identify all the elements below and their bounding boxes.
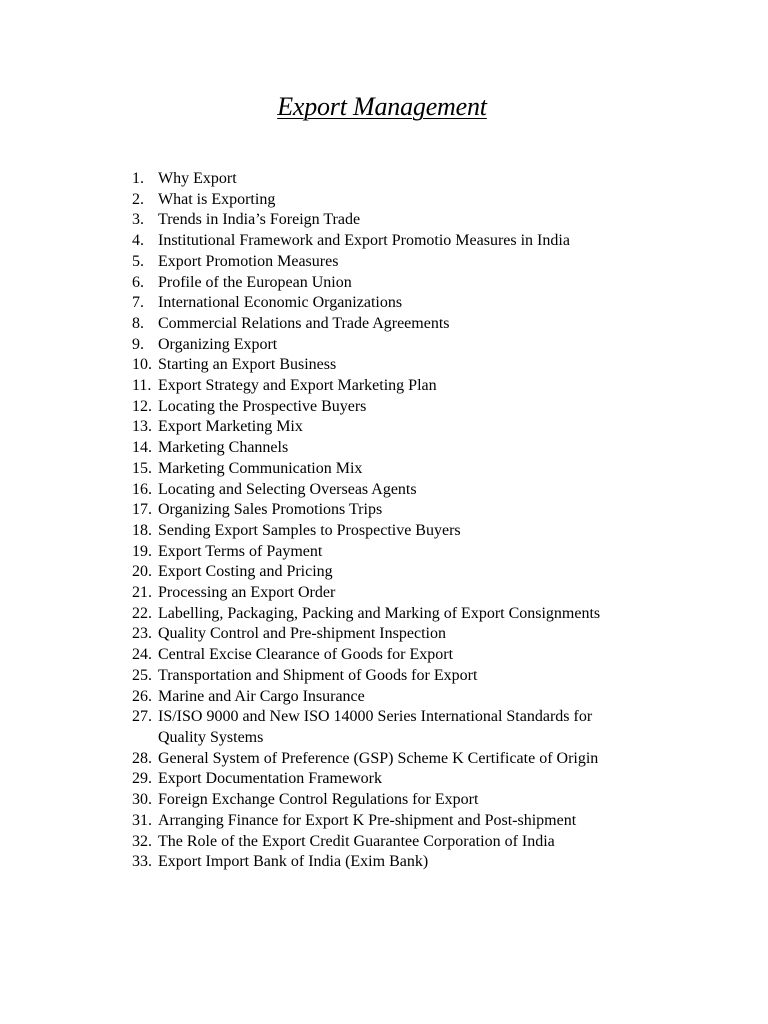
list-item	[132, 210, 732, 231]
item-text: Export Import Bank of India (Exim Bank)	[158, 853, 429, 871]
list-item	[132, 231, 732, 252]
item-text: Commercial Relations and Trade Agreements	[158, 314, 450, 332]
list-item	[132, 852, 732, 873]
item-number: 29.	[132, 770, 152, 788]
item-text: Export Documentation Framework	[158, 770, 382, 788]
item-text: Processing an Export Order	[158, 584, 336, 602]
list-item	[132, 583, 732, 604]
item-number: 6.	[132, 273, 144, 291]
list-item	[132, 480, 732, 501]
item-text: Marine and Air Cargo Insurance	[158, 687, 365, 705]
item-text: Quality Control and Pre-shipment Inspection	[158, 625, 446, 643]
item-number: 21.	[132, 584, 152, 602]
list-item	[132, 811, 732, 832]
item-number: 20.	[132, 563, 152, 581]
item-text: Starting an Export Business	[158, 356, 337, 374]
item-text: Foreign Exchange Control Regulations for Export	[158, 791, 479, 809]
list-item	[132, 769, 732, 790]
item-number: 15.	[132, 459, 152, 477]
list-item	[132, 376, 732, 397]
item-number: 22.	[132, 604, 152, 622]
list-item	[132, 397, 732, 418]
item-text: What is Exporting	[158, 190, 276, 208]
table-of-contents	[132, 169, 732, 873]
item-number: 4.	[132, 232, 144, 250]
list-item	[132, 293, 732, 314]
list-item	[132, 459, 732, 480]
item-text: Export Costing and Pricing	[158, 563, 333, 581]
list-item	[132, 190, 732, 211]
list-item	[132, 355, 732, 376]
list-item	[132, 273, 732, 294]
list-item	[132, 417, 732, 438]
item-text: Organizing Sales Promotions Trips	[158, 501, 383, 519]
item-number: 31.	[132, 811, 152, 829]
item-number: 5.	[132, 252, 144, 270]
item-text: General System of Preference (GSP) Scheme K Certificate of Origin	[158, 749, 599, 767]
list-item	[132, 832, 732, 853]
list-item	[132, 335, 732, 356]
item-number: 26.	[132, 687, 152, 705]
item-number: 28.	[132, 749, 152, 767]
item-number: 13.	[132, 418, 152, 436]
item-number: 9.	[132, 335, 144, 353]
item-number: 16.	[132, 480, 152, 498]
list-item	[132, 604, 732, 625]
item-number: 3.	[132, 211, 144, 229]
item-text: Export Promotion Measures	[158, 252, 339, 270]
item-text: Export Marketing Mix	[158, 418, 303, 436]
list-item	[132, 314, 732, 335]
item-number: 23.	[132, 625, 152, 643]
item-text: Export Terms of Payment	[158, 542, 323, 560]
item-text: Export Strategy and Export Marketing Plan	[158, 377, 437, 395]
item-number: 32.	[132, 832, 152, 850]
item-text: Trends in India’s Foreign Trade	[158, 211, 361, 229]
list-item	[132, 790, 732, 811]
item-text: Organizing Export	[158, 335, 278, 353]
list-item	[132, 169, 732, 190]
list-item	[132, 666, 732, 687]
item-text: Institutional Framework and Export Promotio Measures in India	[158, 232, 570, 250]
item-text: Sending Export Samples to Prospective Buyers	[158, 521, 461, 539]
item-text: Why Export	[158, 170, 237, 187]
list-item	[132, 707, 732, 748]
item-text: International Economic Organizations	[158, 294, 403, 312]
item-text: Labelling, Packaging, Packing and Marking of Export Consignments	[158, 604, 601, 622]
item-text: IS/ISO 9000 and New ISO 14000 Series International Standards for	[158, 708, 593, 726]
list-item	[132, 687, 732, 708]
item-number: 25.	[132, 666, 152, 684]
item-number: 19.	[132, 542, 152, 560]
item-text: Profile of the European Union	[158, 273, 352, 291]
list-item	[132, 562, 732, 583]
list-item	[132, 252, 732, 273]
item-text: Locating and Selecting Overseas Agents	[158, 480, 417, 498]
item-number: 8.	[132, 314, 144, 332]
item-text-continuation: Quality Systems	[158, 728, 264, 746]
document-title: Export Management	[277, 92, 487, 121]
item-number: 12.	[132, 397, 152, 415]
item-number: 17.	[132, 501, 152, 519]
item-number: 24.	[132, 646, 152, 664]
item-number: 11.	[132, 377, 152, 395]
item-number: 14.	[132, 439, 152, 457]
item-text: Marketing Communication Mix	[158, 459, 363, 477]
item-text: Marketing Channels	[158, 439, 289, 457]
item-number: 2.	[132, 190, 144, 208]
list-item	[132, 521, 732, 542]
list-item	[132, 624, 732, 645]
item-text: The Role of the Export Credit Guarantee Corporation of India	[158, 832, 555, 850]
item-number: 10.	[132, 356, 152, 374]
list-item	[132, 749, 732, 770]
list-item	[132, 500, 732, 521]
list-item	[132, 438, 732, 459]
list-item	[132, 542, 732, 563]
list-item	[132, 645, 732, 666]
item-number: 27.	[132, 708, 152, 726]
item-number: 1.	[132, 170, 144, 187]
item-text: Transportation and Shipment of Goods for Export	[158, 666, 478, 684]
item-number: 7.	[132, 294, 144, 312]
item-text: Central Excise Clearance of Goods for Export	[158, 646, 454, 664]
item-text: Arranging Finance for Export K Pre-shipment and Post-shipment	[158, 811, 577, 829]
item-number: 33.	[132, 853, 152, 871]
item-number: 18.	[132, 521, 152, 539]
item-number: 30.	[132, 791, 152, 809]
item-text: Locating the Prospective Buyers	[158, 397, 367, 415]
